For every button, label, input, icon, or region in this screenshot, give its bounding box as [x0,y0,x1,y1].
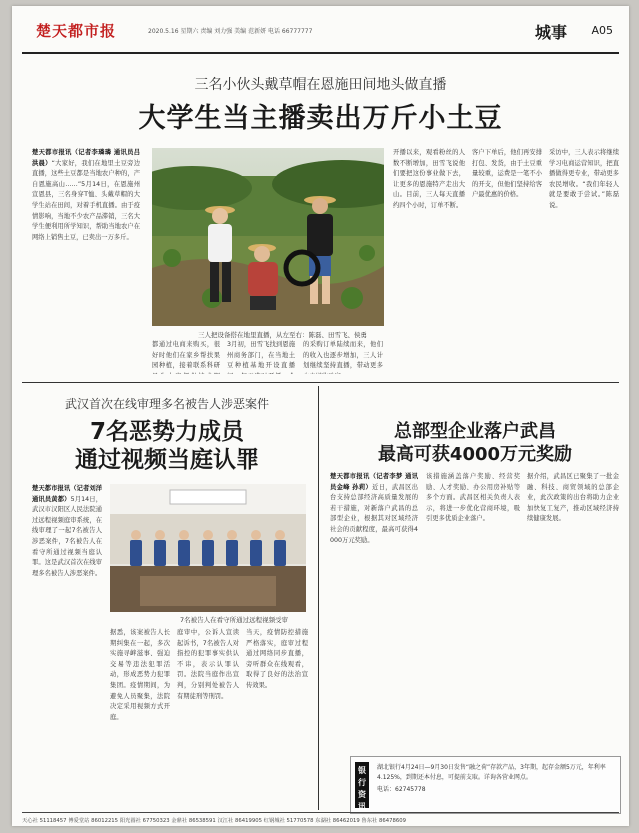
article1-column-5 [393,148,465,374]
article1-column-7 [549,148,619,374]
article2-byline: 楚天都市报讯（记者刘洋 通讯员黄都） [32,485,102,503]
article1-column-2 [152,340,220,374]
article1-text-3: 3月初，田雪飞找到恩施州商务部门，在当地土豆种植基地开设直播 [227,341,295,370]
article1-photo [152,148,384,326]
bank-advertisement [350,756,621,814]
article2-headline-line1: 7名恶势力成员 [89,419,244,445]
article2-headline-line2: 通过视频当庭认罪 [75,447,259,473]
article2-column-3 [177,628,239,808]
article1-kicker: 三名小伙头戴草帽在恩施田间地头做直播 [194,77,447,93]
ad-text: 湖北银行4月24日—9月30日发售“融之荷”存款产品，3年期，起存金额5万元，年利率4.125%，到期还本付息，可提前支取。详询各营业网点。 [377,764,606,781]
article3-headline-line2: 最高可获4000万元奖励 [377,444,573,465]
article1-text-2: 都通过电商来购买，很好时他们在家乡帮扶果园种植，接着联系科研 [152,341,220,370]
newspaper-page [12,6,629,826]
article1-text-5: 开播以来，观看粉丝的人数不断增加，田雪飞说他们要把这份事业做下去，让更多的恩施特产走出大山。目前，三人每天直播约四个小时，订单不断。 [393,149,465,209]
article2-headline [32,418,302,474]
article3-column-3 [527,472,619,752]
article1-column-4 [303,340,383,374]
article2-photo [110,484,306,612]
article1-column-3 [227,340,295,374]
vertical-divider [318,386,319,810]
article1-text-4: 的采购订单陆续而来，他们的收入也逐步增加，三人计划继续坚持直播，带动更多 [303,341,383,370]
article2-column-4 [246,628,308,808]
article2-caption: 7名被告人在看守所通过远程视频受审 [180,616,289,624]
article3-byline: 楚天都市报讯（记者李梦 通讯员金峰 孙莉） [330,473,418,491]
article1-caption: 三人把设备搭在地里直播，从左至右：陈磊、田雪飞、侯勇 [198,331,367,339]
article2-kicker: 武汉首次在线审理多名被告人涉恶案件 [64,397,269,411]
article2-column-1 [32,484,102,808]
distribution-footer: 天心社 51118457 博爱堂站 86012215 阳光圆社 67750323 金鼎社 86538591 汉江社 86419905 红钢城社 51770578 东湖社 86462019 鲁东社 86478609 [22,812,619,824]
article3-column-1 [330,472,418,752]
ad-body [377,763,613,795]
article3-text-3: 据介绍，武昌区已聚集了一批金融、科技、商贸领域的总部企业，此次政策的出台将助力企业加快复工复产，推动区域经济持续健康发展。 [527,473,619,523]
article3-headline-line1: 总部型企业落户武昌 [394,421,556,442]
article2-text-1: 5月14日，武汉市汉阳区人民法院通过远程视频庭审系统，在线审理了一起7名被告人涉恶案件，7名被告人在看守所通过视频当庭认罪。这是武汉首次在线审理多名被告人涉恶案件。 [32,495,102,577]
issue-info: 2020.5.16 星期六 责编 刘力强 美编 范新妍 电话 66777777 [148,28,313,35]
masthead [22,14,619,54]
article1-column-1 [32,148,140,374]
article1-byline: 楚天都市报讯（记者李璘璘 通讯员吕洪晨） [32,149,140,167]
article3-text-2: 该措施涵盖落户奖励、经营奖励、人才奖励、办公用房补贴等多个方面。武昌区相关负责人表示，将进一步优化营商环境，吸引更多优质企业落户。 [426,473,520,523]
article3-column-2 [426,472,520,752]
page-number: A05 [591,24,613,37]
ad-phone: 电话：62745778 [377,786,426,793]
article2-column-2 [110,628,170,808]
horizontal-divider [22,382,619,383]
article1-text-1: “大家好，我们在地里土豆旁边直播，这些土豆都是当地农户种的，产自恩施高山……”5月14日，在恩施州宣恩县，三名身穿T恤、头戴草帽的大学生站在田间，对着手机直播。由于疫情影响，当地不少农产品滞销，三名大学生便利用所学知识，帮助当地农户在网络上销售土豆，已卖出一万多斤。 [32,159,140,241]
article2-text-2: 据悉，该案被告人长期纠集在一起，多次实施寻衅滋事、强迫交易等违法犯罪活动，形成恶势力犯罪集团。疫情期间，为避免人员聚集，法院决定采用视频方式开庭。 [110,629,170,721]
article2-text-4: 当天，疫情防控措施严格落实，庭审过程通过网络同步直播，旁听群众在线观看，取得了良好的法治宣传效果。 [246,629,308,689]
article1-column-6 [472,148,542,374]
section-title: 城事 [534,23,567,42]
article1-text-6: 客户下单后，他们再安排打包、发货，由于土豆重量较重，运费是一笔不小的开支，但他们坚持给客户最优惠的价格。 [472,149,542,199]
article2-text-3: 庭审中，公诉人宣读起诉书，7名被告人对指控的犯罪事实供认不讳，表示认罪认罚。法院当庭作出宣判，分别判处被告人有期徒刑等刑罚。 [177,629,239,700]
article1-headline: 大学生当主播卖出万斤小土豆 [138,103,503,134]
article3-text-1: 近日，武昌区出台支持总部经济高质量发展的若干措施，对新落户武昌的总部型企业，根据其对区域经济社会的贡献程度，最高可获得4000万元奖励。 [330,483,418,544]
article1-text-7: 采访中，三人表示将继续学习电商运营知识，把直播做得更专业，带动更多农民增收。“我们年轻人就是要敢于尝试。”陈磊说。 [549,149,619,209]
ad-tag: 银行资讯 [355,762,369,808]
article3-headline [330,420,620,466]
newspaper-logo: 楚天都市报 [36,22,117,40]
